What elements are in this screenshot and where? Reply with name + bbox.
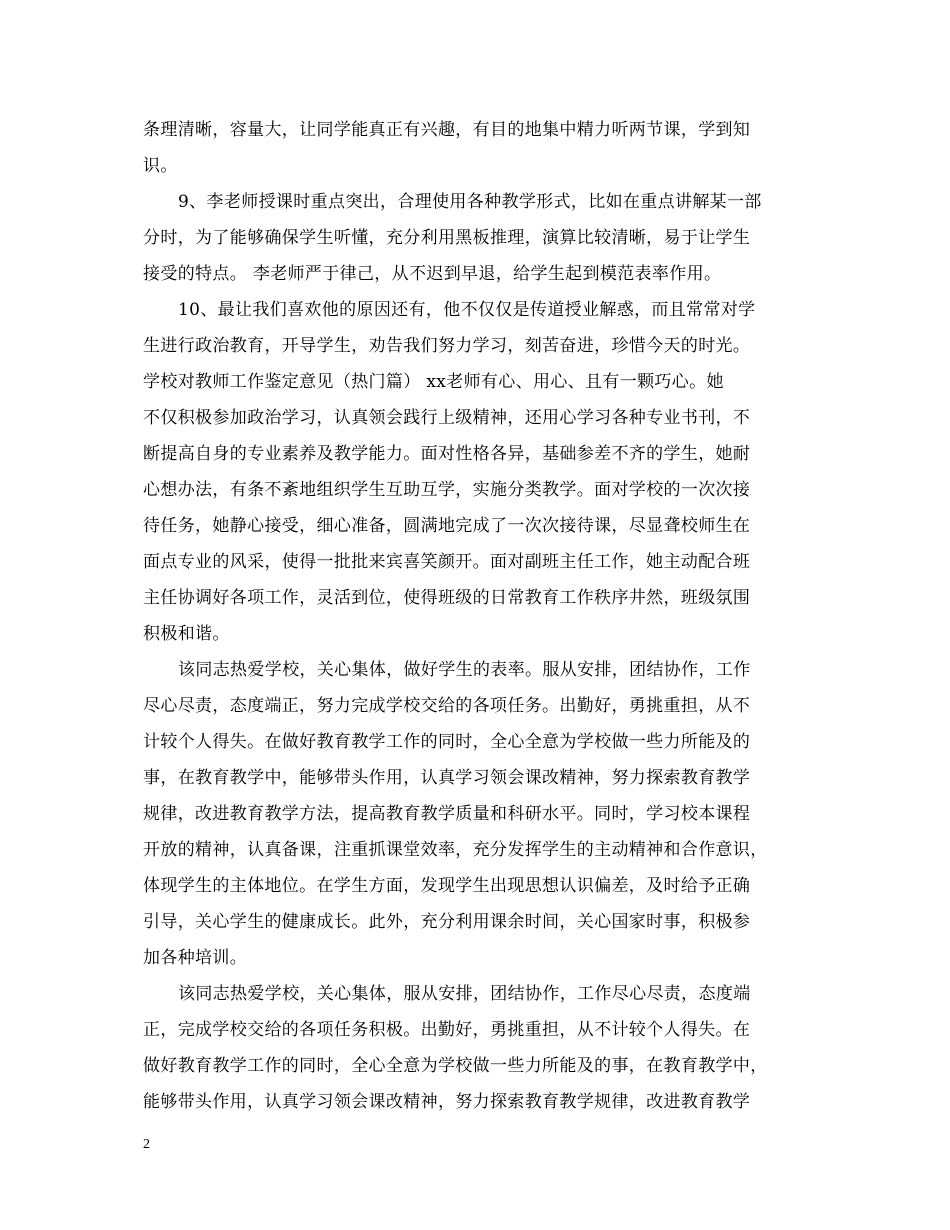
text-line: 事，在教育教学中，能够带头作用，认真学习领会课改精神，努力探索教育教学 — [143, 768, 751, 788]
text-line: 10、最让我们喜欢他的原因还有，他不仅仅是传道授业解惑，而且常常对学 — [178, 300, 756, 320]
text-line: 开放的精神，认真备课，注重抓课堂效率，充分发挥学生的主动精神和合作意识， — [143, 840, 768, 860]
section-heading-line: 学校对教师工作鉴定意见（热门篇） xx老师有心、用心、且有一颗巧心。她 — [143, 372, 724, 392]
page-number: 2 — [143, 1137, 150, 1152]
text-line: 心想办法，有条不紊地组织学生互助互学，实施分类教学。面对学校的一次次接 — [143, 480, 751, 500]
text-line: 尽心尽责，态度端正，努力完成学校交给的各项任务。出勤好，勇挑重担，从不 — [143, 696, 751, 716]
text-line: 计较个人得失。在做好教育教学工作的同时，全心全意为学校做一些力所能及的 — [143, 732, 751, 752]
text-line: 体现学生的主体地位。在学生方面，发现学生出现思想认识偏差，及时给予正确 — [143, 876, 751, 896]
text-line: 做好教育教学工作的同时，全心全意为学校做一些力所能及的事，在教育教学中， — [143, 1056, 768, 1076]
text-line: 分时，为了能够确保学生听懂，充分利用黑板推理，演算比较清晰，易于让学生 — [143, 228, 751, 248]
text-line: 主任协调好各项工作，灵活到位，使得班级的日常教育工作秩序井然，班级氛围 — [143, 588, 751, 608]
text-line: 断提高自身的专业素养及教学能力。面对性格各异，基础参差不齐的学生，她耐 — [143, 444, 751, 464]
text-line: 接受的特点。 李老师严于律己，从不迟到早退，给学生起到模范表率作用。 — [143, 264, 722, 284]
text-line: 积极和谐。 — [143, 624, 230, 644]
text-line: 9、李老师授课时重点突出，合理使用各种教学形式，比如在重点讲解某一部 — [178, 192, 762, 212]
text-line: 条理清晰，容量大，让同学能真正有兴趣，有目的地集中精力听两节课，学到知 — [143, 120, 751, 140]
text-line: 不仅积极参加政治学习，认真领会践行上级精神，还用心学习各种专业书刊，不 — [143, 408, 751, 428]
text-line: 引导，关心学生的健康成长。此外，充分利用课余时间，关心国家时事，积极参 — [143, 912, 751, 932]
text-line: 识。 — [143, 156, 178, 176]
text-line: 能够带头作用，认真学习领会课改精神，努力探索教育教学规律，改进教育教学 — [143, 1092, 751, 1112]
text-line: 正，完成学校交给的各项任务积极。出勤好，勇挑重担，从不计较个人得失。在 — [143, 1020, 751, 1040]
text-line: 面点专业的风采，使得一批批来宾喜笑颜开。面对副班主任工作，她主动配合班 — [143, 552, 751, 572]
text-line: 该同志热爱学校，关心集体，服从安排，团结协作，工作尽心尽责，态度端 — [178, 984, 751, 1004]
text-line: 加各种培训。 — [143, 948, 248, 968]
text-line: 生进行政治教育，开导学生，劝告我们努力学习，刻苦奋进，珍惜今天的时光。 — [143, 336, 751, 356]
text-line: 待任务，她静心接受，细心准备，圆满地完成了一次次接待课，尽显聋校师生在 — [143, 516, 751, 536]
text-line: 规律，改进教育教学方法，提高教育教学质量和科研水平。同时，学习校本课程 — [143, 804, 751, 824]
text-line: 该同志热爱学校，关心集体，做好学生的表率。服从安排，团结协作，工作 — [178, 660, 751, 680]
